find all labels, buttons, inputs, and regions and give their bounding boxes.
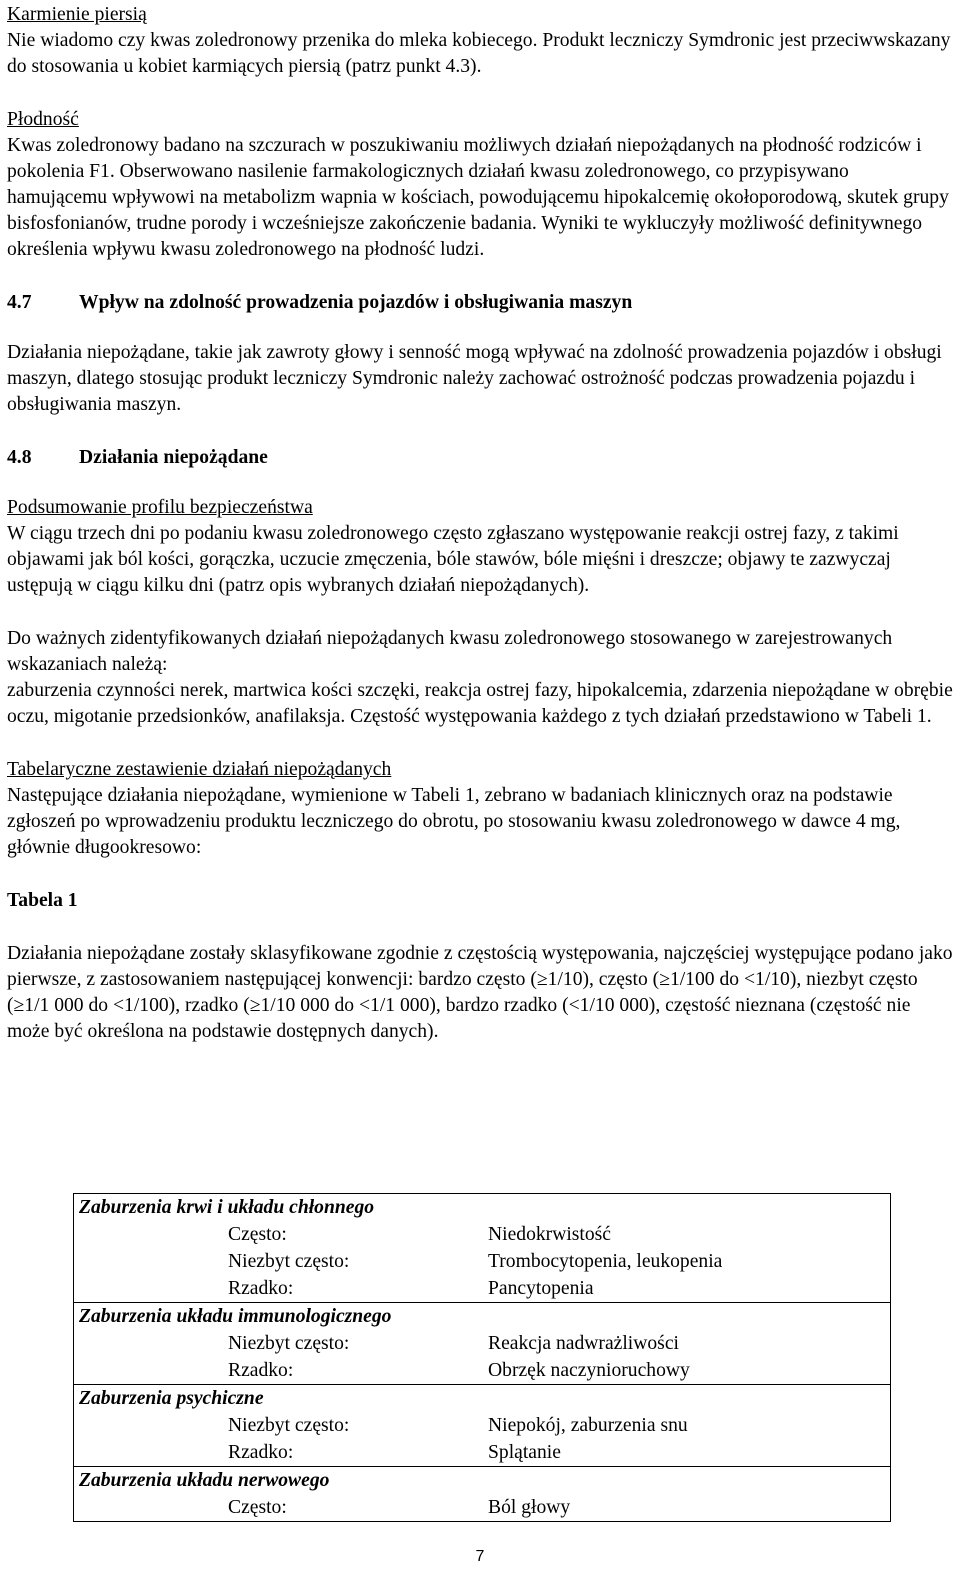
section-4-7-text: Działania niepożądane, takie jak zawroty głowy i senność mogą wpływać na zdolność prowadzenia pojazdów i obsługi maszyn, dlatego stosując produkt leczniczy Symdronic należy zachować ostrożność podczas prowadzenia pojazdu i obsługiwania maszyn.	[7, 342, 942, 415]
section-number: 4.7	[7, 292, 32, 313]
system-organ-class: Zaburzenia układu nerwowego	[74, 1467, 891, 1495]
frequency-cell: Rzadko:	[228, 1278, 294, 1299]
section-title: Wpływ na zdolność prowadzenia pojazdów i obsługiwania maszyn	[79, 292, 633, 313]
system-organ-class: Zaburzenia układu immunologicznego	[74, 1303, 891, 1331]
effect-cell: Niedokrwistość	[488, 1224, 611, 1245]
section-title: Działania niepożądane	[79, 447, 268, 468]
important-adr-intro: Do ważnych zidentyfikowanych działań niepożądanych kwasu zoledronowego stosowanego w zarejestrowanych wskazaniach należą:	[7, 628, 893, 675]
fertility-text: Kwas zoledronowy badano na szczurach w poszukiwaniu możliwych działań niepożądanych na płodność rodziców i pokolenia F1. Obserwowano nasilenie farmakologicznych działań kwasu zoledronowego, co przypisywano hamującemu wpływowi na metabolizm wapnia w kościach, powodującemu hipokalcemię okołoporodową, skutek grupy bisfosfonianów, trudne porody i wcześniejsze zakończenie badania. Wyniki te wykluczyły możliwość definitywnego określenia wpływu kwasu zoledronowego na płodność ludzi.	[7, 135, 949, 260]
frequency-cell: Często:	[228, 1497, 287, 1518]
table-label: Tabela 1	[7, 890, 78, 911]
frequency-cell: Niezbyt często:	[228, 1415, 350, 1436]
effect-cell: Niepokój, zaburzenia snu	[488, 1415, 688, 1436]
classification-text: Działania niepożądane zostały sklasyfikowane zgodnie z częstością występowania, najczęściej występujące podano jako pierwsze, z zastosowaniem następującej konwencji: bardzo często (≥1/10), często (≥1/100 do <1/10), niezbyt często (≥1/1 000 do <1/100), rzadko (≥1/10 000 do <1/1 000), bardzo rzadko (<1/10 000), częstość nieznana (częstość nie może być określona na podstawie dostępnych danych).	[7, 943, 953, 1042]
frequency-cell: Często:	[228, 1224, 287, 1245]
frequency-cell: Rzadko:	[228, 1442, 294, 1463]
important-adr-list: zaburzenia czynności nerek, martwica kości szczęki, reakcja ostrej fazy, hipokalcemia, zdarzenia niepożądane w obrębie oczu, migotanie przedsionków, anafilaksja. Częstość występowania każdego z tych działań przedstawiono w Tabeli 1.	[7, 680, 953, 727]
system-organ-class: Zaburzenia psychiczne	[74, 1385, 891, 1413]
section-4-8-heading	[7, 445, 953, 471]
frequency-cell: Niezbyt często:	[228, 1333, 350, 1354]
table-row	[74, 1357, 891, 1385]
table-row	[74, 1439, 891, 1467]
table-group-header	[74, 1194, 891, 1222]
table-row	[74, 1275, 891, 1303]
table-group-header	[74, 1385, 891, 1413]
frequency-cell: Rzadko:	[228, 1360, 294, 1381]
page-number: 7	[475, 1548, 485, 1565]
safety-summary-heading: Podsumowanie profilu bezpieczeństwa	[7, 497, 313, 518]
effect-cell: Reakcja nadwrażliwości	[488, 1333, 679, 1354]
table-row	[74, 1248, 891, 1275]
effect-cell: Trombocytopenia, leukopenia	[488, 1251, 723, 1272]
effect-cell: Obrzęk naczynioruchowy	[488, 1360, 690, 1381]
table-row	[74, 1494, 891, 1522]
effect-cell: Pancytopenia	[488, 1278, 594, 1299]
fertility-heading: Płodność	[7, 109, 79, 130]
adverse-reactions-table	[73, 1193, 891, 1522]
table-group-header	[74, 1467, 891, 1495]
section-4-7-heading	[7, 290, 953, 316]
system-organ-class: Zaburzenia krwi i układu chłonnego	[79, 1197, 375, 1218]
section-number: 4.8	[7, 447, 32, 468]
effect-cell: Ból głowy	[488, 1497, 571, 1518]
frequency-cell: Niezbyt często:	[228, 1251, 350, 1272]
table-row	[74, 1221, 891, 1248]
tabular-summary-text: Następujące działania niepożądane, wymienione w Tabeli 1, zebrano w badaniach klinicznych oraz na podstawie zgłoszeń po wprowadzeniu produktu leczniczego do obrotu, po stosowaniu kwasu zoledronowego w dawce 4 mg, głównie długookresowo:	[7, 785, 901, 858]
table-group-header	[74, 1303, 891, 1331]
table-row	[74, 1412, 891, 1439]
document-page	[7, 2, 953, 1045]
table-row	[74, 1330, 891, 1357]
safety-summary-text: W ciągu trzech dni po podaniu kwasu zoledronowego często zgłaszano występowanie reakcji ostrej fazy, z takimi objawami jak ból kości, gorączka, uczucie zmęczenia, bóle stawów, bóle mięśni i dreszcze; objawy te zazwyczaj ustępują w ciągu kilku dni (patrz opis wybranych działań niepożądanych).	[7, 523, 899, 596]
effect-cell: Splątanie	[488, 1442, 561, 1463]
tabular-summary-heading: Tabelaryczne zestawienie działań niepożądanych	[7, 759, 392, 780]
breastfeeding-heading: Karmienie piersią	[7, 4, 147, 25]
breastfeeding-text: Nie wiadomo czy kwas zoledronowy przenika do mleka kobiecego. Produkt leczniczy Symdronic jest przeciwwskazany do stosowania u kobiet karmiących piersią (patrz punkt 4.3).	[7, 30, 951, 77]
